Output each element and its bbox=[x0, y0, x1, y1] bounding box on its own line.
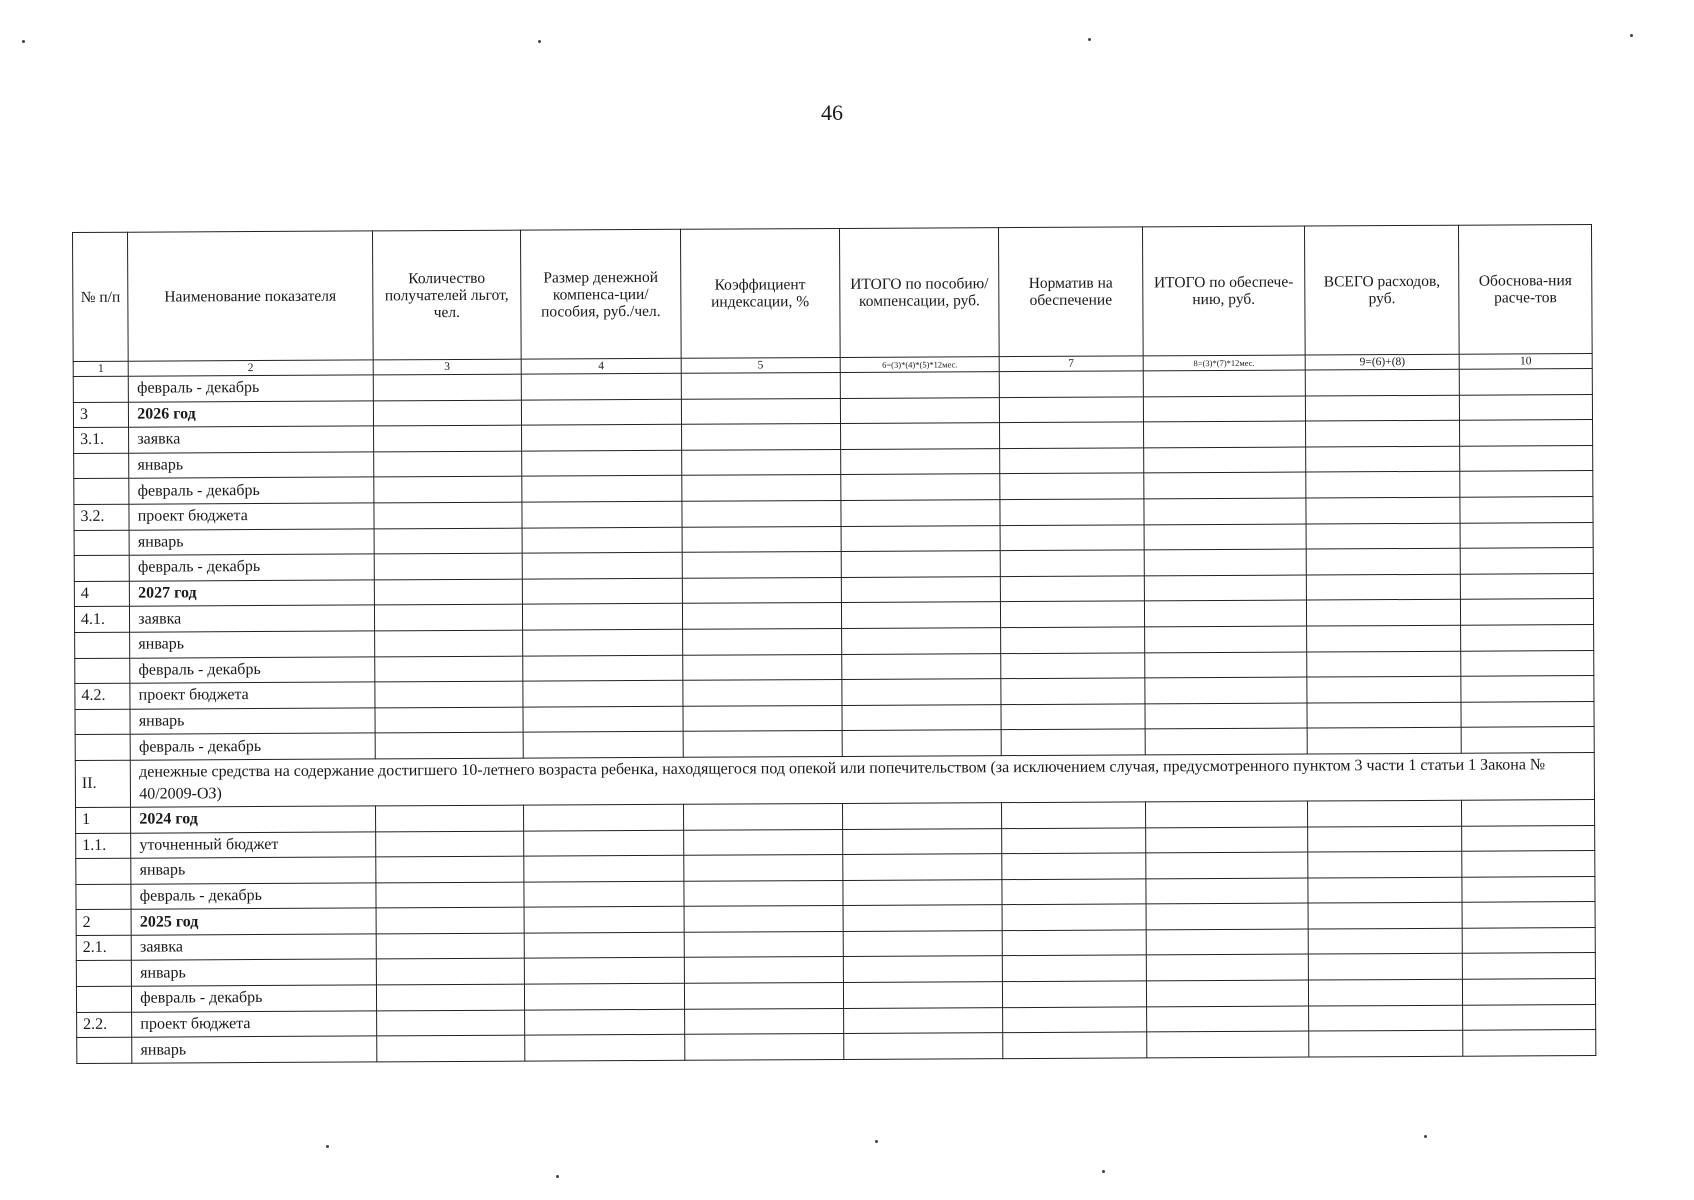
row-indicator-name: 2025 год bbox=[131, 908, 375, 935]
empty-cell-col-6 bbox=[840, 397, 999, 423]
row-number bbox=[76, 986, 131, 1012]
row-indicator-name: февраль - декабрь bbox=[129, 554, 373, 581]
empty-cell-col-7 bbox=[1001, 627, 1145, 653]
empty-cell-col-8 bbox=[1143, 472, 1306, 498]
empty-cell-col-4 bbox=[522, 450, 681, 476]
row-number bbox=[75, 632, 130, 658]
row-indicator-name: 2026 год bbox=[129, 401, 373, 428]
row-number bbox=[74, 530, 129, 556]
row-indicator-name: январь bbox=[130, 708, 374, 735]
empty-cell-col-3 bbox=[374, 579, 523, 605]
empty-cell-col-6 bbox=[841, 448, 1000, 474]
scan-speck bbox=[1102, 1170, 1105, 1173]
empty-cell-col-10 bbox=[1462, 876, 1595, 902]
empty-cell-col-10 bbox=[1463, 1030, 1596, 1056]
empty-cell-col-3 bbox=[376, 1035, 525, 1061]
row-indicator-name: февраль - декабрь bbox=[129, 477, 373, 504]
empty-cell-col-10 bbox=[1460, 497, 1593, 523]
empty-cell-col-9 bbox=[1305, 369, 1459, 395]
empty-cell-col-10 bbox=[1462, 851, 1595, 877]
empty-cell-col-7 bbox=[1001, 678, 1145, 704]
scan-speck bbox=[1424, 1135, 1427, 1138]
empty-cell-col-8 bbox=[1145, 852, 1308, 878]
empty-cell-col-8 bbox=[1144, 549, 1307, 575]
empty-cell-col-3 bbox=[376, 984, 525, 1010]
empty-cell-col-10 bbox=[1461, 727, 1594, 753]
empty-cell-col-8 bbox=[1144, 498, 1307, 524]
row-indicator-name: февраль - декабрь bbox=[131, 883, 375, 910]
empty-cell-col-5 bbox=[683, 829, 842, 855]
empty-cell-col-10 bbox=[1460, 471, 1593, 497]
empty-cell-col-10 bbox=[1463, 1004, 1596, 1030]
empty-cell-col-5 bbox=[683, 855, 842, 881]
scan-speck bbox=[538, 40, 541, 43]
empty-cell-col-10 bbox=[1461, 599, 1594, 625]
empty-cell-col-5 bbox=[682, 654, 841, 680]
empty-cell-col-5 bbox=[682, 628, 841, 654]
empty-cell-col-7 bbox=[1002, 930, 1146, 956]
empty-cell-col-3 bbox=[376, 1010, 525, 1036]
empty-cell-col-9 bbox=[1309, 1005, 1463, 1031]
empty-cell-col-4 bbox=[522, 501, 681, 527]
section-number: II. bbox=[75, 760, 130, 807]
empty-cell-col-3 bbox=[373, 400, 522, 426]
row-indicator-name: заявка bbox=[131, 934, 375, 961]
row-indicator-name: январь bbox=[130, 631, 374, 658]
empty-cell-col-7 bbox=[999, 371, 1143, 397]
empty-cell-col-5 bbox=[681, 449, 840, 475]
row-indicator-name: февраль - декабрь bbox=[132, 985, 376, 1012]
empty-cell-col-5 bbox=[684, 1008, 843, 1034]
empty-cell-col-8 bbox=[1145, 703, 1308, 729]
empty-cell-col-8 bbox=[1146, 878, 1309, 904]
column-number-3: 3 bbox=[373, 359, 522, 375]
empty-cell-col-3 bbox=[374, 528, 523, 554]
row-number bbox=[75, 735, 130, 761]
empty-cell-col-4 bbox=[523, 706, 682, 732]
empty-cell-col-5 bbox=[683, 880, 842, 906]
empty-cell-col-6 bbox=[842, 653, 1001, 679]
empty-cell-col-4 bbox=[524, 830, 683, 856]
row-number: 4 bbox=[74, 581, 129, 607]
empty-cell-col-5 bbox=[682, 603, 841, 629]
row-number bbox=[76, 858, 131, 884]
empty-cell-col-8 bbox=[1146, 903, 1309, 929]
empty-cell-col-3 bbox=[374, 604, 523, 630]
empty-cell-col-7 bbox=[1002, 904, 1146, 930]
column-header-1: № п/п bbox=[73, 232, 129, 361]
empty-cell-col-3 bbox=[374, 681, 523, 707]
empty-cell-col-7 bbox=[1000, 396, 1144, 422]
empty-cell-col-4 bbox=[522, 373, 681, 399]
row-indicator-name: уточненный бюджет bbox=[131, 831, 375, 858]
empty-cell-col-5 bbox=[684, 957, 843, 983]
empty-cell-col-9 bbox=[1306, 497, 1460, 523]
empty-cell-col-3 bbox=[376, 933, 525, 959]
empty-cell-col-8 bbox=[1143, 421, 1306, 447]
row-number: 2 bbox=[76, 909, 131, 935]
row-number: 2.2. bbox=[77, 1012, 132, 1038]
empty-cell-col-10 bbox=[1463, 979, 1596, 1005]
empty-cell-col-9 bbox=[1307, 600, 1461, 626]
empty-cell-col-10 bbox=[1461, 650, 1594, 676]
empty-cell-col-5 bbox=[682, 577, 841, 603]
empty-cell-col-6 bbox=[841, 628, 1000, 654]
empty-cell-col-9 bbox=[1306, 420, 1460, 446]
empty-cell-col-5 bbox=[681, 475, 840, 501]
row-indicator-name: январь bbox=[129, 452, 373, 479]
empty-cell-col-4 bbox=[523, 680, 682, 706]
empty-cell-col-7 bbox=[1000, 550, 1144, 576]
column-number-4: 4 bbox=[521, 358, 680, 374]
empty-cell-col-3 bbox=[375, 882, 524, 908]
budget-table-sheet bbox=[72, 224, 1596, 1064]
empty-cell-col-8 bbox=[1144, 626, 1307, 652]
empty-cell-col-7 bbox=[1001, 601, 1145, 627]
empty-cell-col-8 bbox=[1146, 1031, 1309, 1057]
empty-cell-col-6 bbox=[843, 956, 1002, 982]
empty-cell-col-8 bbox=[1146, 929, 1309, 955]
empty-cell-col-4 bbox=[522, 552, 681, 578]
empty-cell-col-7 bbox=[1003, 981, 1147, 1007]
empty-cell-col-3 bbox=[376, 907, 525, 933]
empty-cell-col-10 bbox=[1460, 573, 1593, 599]
row-indicator-name: проект бюджета bbox=[129, 503, 373, 530]
empty-cell-col-7 bbox=[1002, 879, 1146, 905]
column-number-2: 2 bbox=[128, 360, 372, 376]
empty-cell-col-8 bbox=[1145, 728, 1308, 754]
empty-cell-col-6 bbox=[843, 828, 1002, 854]
column-number-7: 7 bbox=[999, 356, 1142, 372]
empty-cell-col-3 bbox=[375, 732, 524, 758]
column-number-6: 6=(3)*(4)*(5)*12мес. bbox=[840, 357, 999, 373]
empty-cell-col-9 bbox=[1308, 826, 1462, 852]
empty-cell-col-9 bbox=[1306, 574, 1460, 600]
empty-cell-col-9 bbox=[1309, 1030, 1463, 1056]
empty-cell-col-6 bbox=[841, 576, 1000, 602]
empty-cell-col-8 bbox=[1145, 801, 1308, 827]
empty-cell-col-9 bbox=[1308, 928, 1462, 954]
row-indicator-name: проект бюджета bbox=[132, 1011, 376, 1038]
empty-cell-col-6 bbox=[843, 879, 1002, 905]
empty-cell-col-10 bbox=[1460, 445, 1593, 471]
empty-cell-col-10 bbox=[1459, 369, 1592, 395]
column-header-7: Норматив на обеспечение bbox=[999, 227, 1143, 357]
empty-cell-col-6 bbox=[842, 730, 1001, 756]
empty-cell-col-10 bbox=[1460, 522, 1593, 548]
empty-cell-col-4 bbox=[524, 932, 683, 958]
empty-cell-col-7 bbox=[1001, 652, 1145, 678]
row-number: 4.1. bbox=[74, 607, 129, 633]
section-description: денежные средства на содержание достигшего 10-летнего возраста ребенка, находящегося под опекой или попечительством (за исключением случая, предусмотренного пунктом 3 части 1 статьи 1 Закона № 40/2009-ОЗ) bbox=[131, 752, 1595, 807]
empty-cell-col-9 bbox=[1308, 903, 1462, 929]
empty-cell-col-5 bbox=[682, 526, 841, 552]
empty-cell-col-8 bbox=[1144, 575, 1307, 601]
empty-cell-col-7 bbox=[1001, 729, 1145, 755]
column-header-2: Наименование показателя bbox=[128, 231, 373, 361]
column-number-10: 10 bbox=[1459, 354, 1592, 370]
empty-cell-col-8 bbox=[1144, 524, 1307, 550]
row-number bbox=[77, 1037, 132, 1063]
row-number: 1 bbox=[76, 807, 131, 833]
empty-cell-col-6 bbox=[842, 803, 1001, 829]
empty-cell-col-5 bbox=[684, 983, 843, 1009]
empty-cell-col-4 bbox=[525, 958, 684, 984]
column-header-9: ВСЕГО расходов, руб. bbox=[1305, 225, 1460, 355]
empty-cell-col-5 bbox=[681, 500, 840, 526]
column-header-6: ИТОГО по пособию/ компенсации, руб. bbox=[839, 228, 999, 358]
empty-cell-col-3 bbox=[376, 959, 525, 985]
empty-cell-col-10 bbox=[1460, 548, 1593, 574]
empty-cell-col-4 bbox=[523, 732, 682, 758]
empty-cell-col-9 bbox=[1309, 979, 1463, 1005]
row-indicator-name: январь bbox=[129, 528, 373, 555]
empty-cell-col-3 bbox=[373, 451, 522, 477]
empty-cell-col-4 bbox=[523, 578, 682, 604]
scan-speck bbox=[875, 1140, 878, 1143]
empty-cell-col-4 bbox=[523, 604, 682, 630]
empty-cell-col-6 bbox=[843, 931, 1002, 957]
row-number: 4.2. bbox=[75, 683, 130, 709]
empty-cell-col-4 bbox=[522, 399, 681, 425]
row-indicator-name: проект бюджета bbox=[130, 682, 374, 709]
empty-cell-col-5 bbox=[683, 731, 842, 757]
row-indicator-name: 2027 год bbox=[130, 580, 374, 607]
empty-cell-col-8 bbox=[1144, 652, 1307, 678]
empty-cell-col-5 bbox=[683, 803, 842, 829]
empty-cell-col-7 bbox=[1001, 576, 1145, 602]
empty-cell-col-9 bbox=[1308, 851, 1462, 877]
row-indicator-name: февраль - декабрь bbox=[128, 375, 372, 402]
row-number bbox=[74, 555, 129, 581]
empty-cell-col-9 bbox=[1306, 472, 1460, 498]
empty-cell-col-10 bbox=[1462, 902, 1595, 928]
row-indicator-name: январь bbox=[132, 959, 376, 986]
empty-cell-col-5 bbox=[681, 424, 840, 450]
row-indicator-name: заявка bbox=[129, 426, 373, 453]
empty-cell-col-6 bbox=[843, 854, 1002, 880]
empty-cell-col-5 bbox=[681, 372, 840, 398]
scan-speck bbox=[1630, 34, 1633, 37]
empty-cell-col-5 bbox=[684, 931, 843, 957]
empty-cell-col-9 bbox=[1307, 625, 1461, 651]
empty-cell-col-3 bbox=[374, 656, 523, 682]
empty-cell-col-8 bbox=[1144, 600, 1307, 626]
column-header-4: Размер денежной компенса-ции/пособия, руб./чел. bbox=[521, 229, 681, 359]
empty-cell-col-4 bbox=[524, 881, 683, 907]
empty-cell-col-7 bbox=[1002, 827, 1146, 853]
row-number: 2.1. bbox=[76, 935, 131, 961]
empty-cell-col-5 bbox=[684, 1034, 843, 1060]
row-number bbox=[74, 479, 129, 505]
empty-cell-col-3 bbox=[373, 477, 522, 503]
empty-cell-col-5 bbox=[684, 906, 843, 932]
empty-cell-col-9 bbox=[1306, 523, 1460, 549]
row-number: 3.1. bbox=[74, 427, 129, 453]
row-number: 3.2. bbox=[74, 504, 129, 530]
empty-cell-col-10 bbox=[1461, 624, 1594, 650]
empty-cell-col-6 bbox=[843, 1007, 1002, 1033]
empty-cell-col-8 bbox=[1143, 447, 1306, 473]
empty-cell-col-9 bbox=[1307, 651, 1461, 677]
column-header-5: Коэффициент индексации, % bbox=[680, 228, 840, 358]
empty-cell-col-4 bbox=[522, 476, 681, 502]
empty-cell-col-9 bbox=[1306, 395, 1460, 421]
empty-cell-col-8 bbox=[1146, 1006, 1309, 1032]
empty-cell-col-4 bbox=[524, 804, 683, 830]
empty-cell-col-8 bbox=[1146, 955, 1309, 981]
empty-cell-col-7 bbox=[1003, 1007, 1147, 1033]
empty-cell-col-7 bbox=[1001, 704, 1145, 730]
empty-cell-col-6 bbox=[841, 602, 1000, 628]
empty-cell-col-7 bbox=[1000, 422, 1144, 448]
empty-cell-col-10 bbox=[1462, 927, 1595, 953]
empty-cell-col-6 bbox=[842, 679, 1001, 705]
empty-cell-col-10 bbox=[1462, 953, 1595, 979]
empty-cell-col-9 bbox=[1308, 877, 1462, 903]
row-indicator-name: февраль - декабрь bbox=[130, 656, 374, 683]
column-number-5: 5 bbox=[681, 357, 840, 373]
table-body bbox=[73, 369, 1596, 1064]
empty-cell-col-6 bbox=[844, 1033, 1003, 1059]
empty-cell-col-9 bbox=[1307, 702, 1461, 728]
empty-cell-col-3 bbox=[375, 805, 524, 831]
empty-cell-col-3 bbox=[373, 502, 522, 528]
empty-cell-col-6 bbox=[842, 704, 1001, 730]
empty-cell-col-10 bbox=[1462, 825, 1595, 851]
empty-cell-col-6 bbox=[840, 423, 999, 449]
empty-cell-col-10 bbox=[1462, 799, 1595, 825]
empty-cell-col-3 bbox=[375, 831, 524, 857]
empty-cell-col-4 bbox=[522, 425, 681, 451]
empty-cell-col-7 bbox=[1000, 448, 1144, 474]
budget-table bbox=[72, 224, 1596, 1064]
scan-speck bbox=[556, 1175, 559, 1178]
empty-cell-col-9 bbox=[1307, 676, 1461, 702]
empty-cell-col-8 bbox=[1146, 980, 1309, 1006]
column-header-10: Обоснова-ния расче-тов bbox=[1459, 225, 1593, 355]
row-number bbox=[73, 376, 128, 402]
empty-cell-col-7 bbox=[1002, 802, 1146, 828]
empty-cell-col-3 bbox=[375, 856, 524, 882]
scan-speck bbox=[22, 40, 25, 43]
empty-cell-col-9 bbox=[1308, 954, 1462, 980]
empty-cell-col-3 bbox=[375, 707, 524, 733]
empty-cell-col-7 bbox=[1000, 473, 1144, 499]
empty-cell-col-7 bbox=[1002, 853, 1146, 879]
empty-cell-col-7 bbox=[1003, 955, 1147, 981]
empty-cell-col-4 bbox=[522, 527, 681, 553]
empty-cell-col-6 bbox=[840, 372, 999, 398]
empty-cell-col-7 bbox=[1000, 499, 1144, 525]
empty-cell-col-4 bbox=[525, 1035, 684, 1061]
empty-cell-col-8 bbox=[1144, 677, 1307, 703]
empty-cell-col-5 bbox=[682, 552, 841, 578]
empty-cell-col-6 bbox=[841, 474, 1000, 500]
row-indicator-name: январь bbox=[132, 1036, 376, 1063]
row-indicator-name: заявка bbox=[130, 605, 374, 632]
empty-cell-col-10 bbox=[1460, 420, 1593, 446]
section-row bbox=[75, 752, 1594, 807]
row-number bbox=[76, 884, 131, 910]
empty-cell-col-10 bbox=[1460, 394, 1593, 420]
empty-cell-col-8 bbox=[1143, 370, 1306, 396]
header-row bbox=[73, 225, 1593, 362]
scan-speck bbox=[326, 1145, 329, 1148]
empty-cell-col-6 bbox=[841, 551, 1000, 577]
empty-cell-col-4 bbox=[524, 907, 683, 933]
column-number-1: 1 bbox=[73, 361, 128, 376]
empty-cell-col-5 bbox=[683, 705, 842, 731]
empty-cell-col-9 bbox=[1307, 728, 1461, 754]
empty-cell-col-4 bbox=[524, 855, 683, 881]
row-indicator-name: 2024 год bbox=[131, 806, 375, 833]
row-indicator-name: январь bbox=[131, 857, 375, 884]
empty-cell-col-9 bbox=[1306, 548, 1460, 574]
column-number-9: 9=(6)+(8) bbox=[1305, 354, 1459, 370]
empty-cell-col-6 bbox=[841, 525, 1000, 551]
column-number-8: 8=(3)*(7)*12мес. bbox=[1143, 355, 1306, 371]
empty-cell-col-4 bbox=[525, 983, 684, 1009]
scan-speck bbox=[1088, 38, 1091, 41]
empty-cell-col-6 bbox=[841, 500, 1000, 526]
empty-cell-col-10 bbox=[1461, 701, 1594, 727]
empty-cell-col-8 bbox=[1143, 396, 1306, 422]
row-number bbox=[74, 453, 129, 479]
row-number bbox=[75, 709, 130, 735]
empty-cell-col-4 bbox=[523, 655, 682, 681]
empty-cell-col-9 bbox=[1308, 800, 1462, 826]
row-number: 3 bbox=[73, 402, 128, 428]
empty-cell-col-10 bbox=[1461, 676, 1594, 702]
empty-cell-col-9 bbox=[1306, 446, 1460, 472]
empty-cell-col-5 bbox=[681, 398, 840, 424]
empty-cell-col-7 bbox=[1003, 1032, 1147, 1058]
column-header-3: Количество получателей льгот, чел. bbox=[372, 230, 521, 360]
empty-cell-col-3 bbox=[374, 553, 523, 579]
empty-cell-col-3 bbox=[374, 630, 523, 656]
empty-cell-col-5 bbox=[682, 680, 841, 706]
empty-cell-col-8 bbox=[1145, 827, 1308, 853]
row-indicator-name: февраль - декабрь bbox=[130, 733, 374, 760]
empty-cell-col-3 bbox=[373, 374, 522, 400]
empty-cell-col-4 bbox=[525, 1009, 684, 1035]
empty-cell-col-6 bbox=[843, 905, 1002, 931]
page-number: 46 bbox=[821, 100, 843, 125]
empty-cell-col-3 bbox=[373, 425, 522, 451]
empty-cell-col-6 bbox=[843, 982, 1002, 1008]
row-number bbox=[75, 658, 130, 684]
column-header-8: ИТОГО по обеспече-нию, руб. bbox=[1142, 226, 1305, 356]
row-number bbox=[76, 961, 131, 987]
empty-cell-col-4 bbox=[523, 629, 682, 655]
empty-cell-col-7 bbox=[1000, 524, 1144, 550]
row-number: 1.1. bbox=[76, 833, 131, 859]
